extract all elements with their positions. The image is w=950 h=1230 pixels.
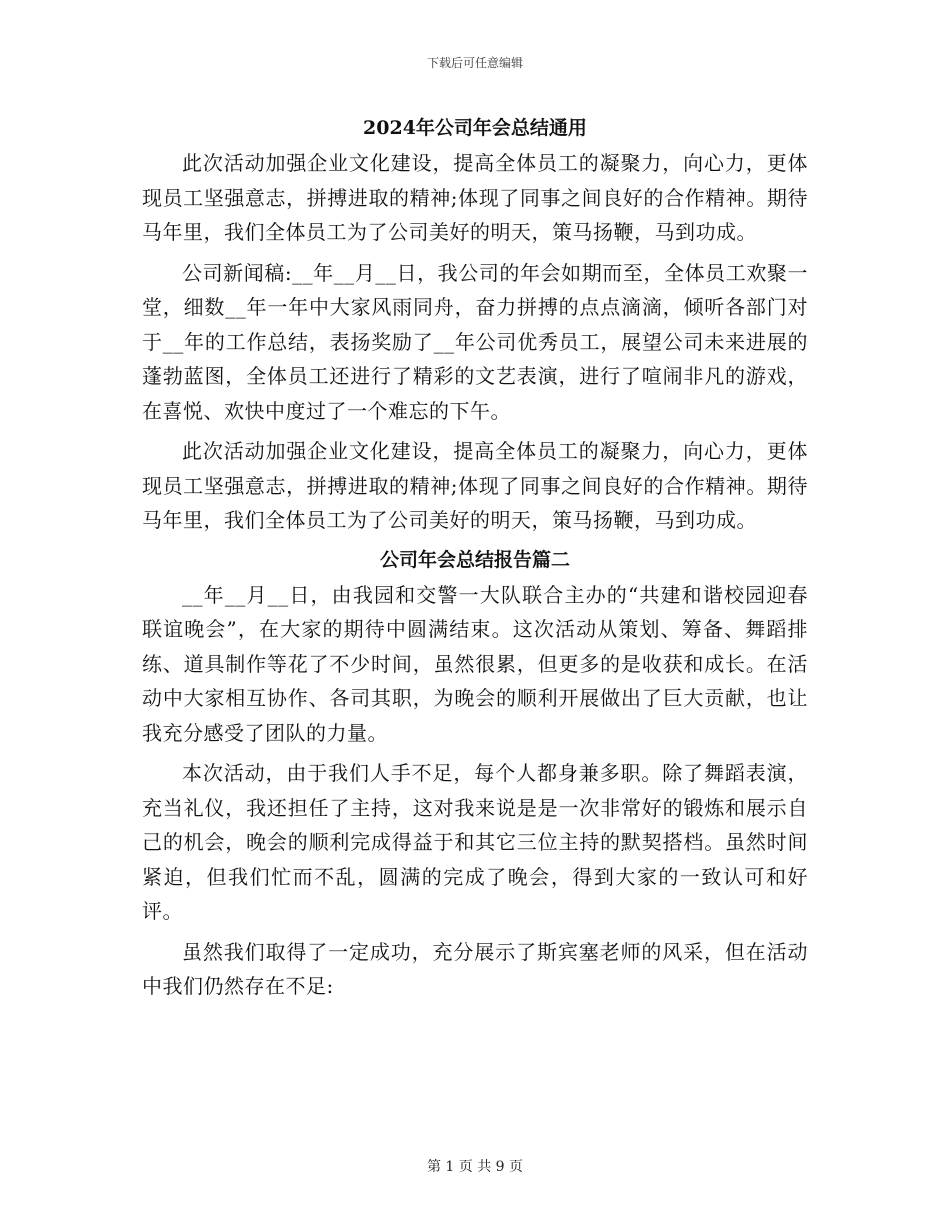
paragraph: 此次活动加强企业文化建设，提高全体员工的凝聚力，向心力，更体现员工坚强意志，拼搏进取的精神;体现了同事之间良好的合作精神。期待马年里，我们全体员工为了公司美好的明天，策马扬鞭，马到功成。 (142, 439, 808, 532)
page-number: 第 1 页 共 9 页 (426, 1159, 524, 1175)
document-title: 2024年公司年会总结通用 (363, 117, 587, 139)
paragraph: __年__月__日，由我园和交警一大队联合主办的“共建和谐校园迎春联谊晚会”，在大家的期待中圆满结束。这次活动从策划、筹备、舞蹈排练、道具制作等花了不少时间，虽然很累，但更多的是收获和成长。在活动中大家相互协作、各司其职，为晚会的顺利开展做出了巨大贡献，也让我充分感受了团队的力量。 (142, 582, 808, 745)
paragraph: 虽然我们取得了一定成功，充分展示了斯宾塞老师的风采，但在活动中我们仍然存在不足: (142, 939, 808, 998)
paragraph: 公司新闻稿:__年__月__日，我公司的年会如期而至，全体员工欢聚一堂，细数__年一年中大家风雨同舟，奋力拼搏的点点滴滴，倾听各部门对于__年的工作总结，表扬奖励了__年公司优秀员工，展望公司未来进展的蓬勃蓝图，全体员工还进行了精彩的文艺表演，进行了喧闹非凡的游戏，在喜悦、欢快中度过了一个难忘的下午。 (142, 260, 808, 423)
header-note: 下载后可任意编辑 (426, 56, 523, 70)
paragraph: 此次活动加强企业文化建设，提高全体员工的凝聚力，向心力，更体现员工坚强意志，拼搏进取的精神;体现了同事之间良好的合作精神。期待马年里，我们全体员工为了公司美好的明天，策马扬鞭，马到功成。 (142, 151, 808, 244)
section-title: 公司年会总结报告篇二 (379, 548, 570, 571)
paragraph: 本次活动，由于我们人手不足，每个人都身兼多职。除了舞蹈表演，充当礼仪，我还担任了主持，这对我来说是是一次非常好的锻炼和展示自己的机会，晚会的顺利完成得益于和其它三位主持的默契搭档。虽然时间紧迫，但我们忙而不乱，圆满的完成了晚会，得到大家的一致认可和好评。 (142, 761, 808, 923)
document-body (142, 112, 808, 1010)
